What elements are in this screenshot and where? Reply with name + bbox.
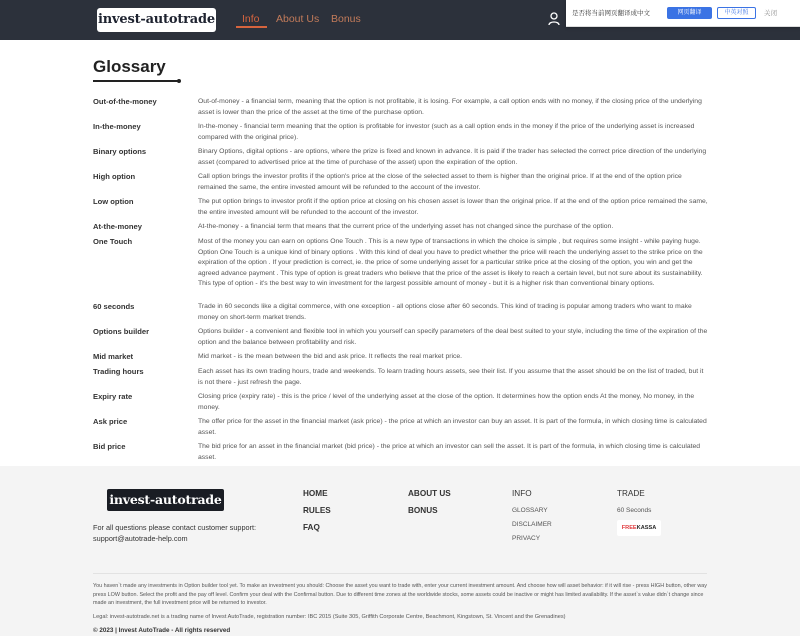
footer-link-glossary[interactable]: GLOSSARY — [512, 507, 548, 514]
glossary-term: Ask price — [93, 417, 128, 426]
glossary-term: Bid price — [93, 442, 126, 451]
glossary-definition: Binary Options, digital options - are options, where the prize is fixed and known in advance. It is paid if the trader has selected the correct price direction of the underlying asset (compared to advertised price at the time of purchase of the asset) upon the expiration of the option. — [198, 148, 707, 166]
glossary-term: One Touch — [93, 237, 133, 246]
title-underline — [93, 80, 179, 82]
glossary-term: Expiry rate — [93, 392, 133, 401]
footer-link-rules[interactable]: RULES — [303, 506, 331, 515]
footer-legal: Legal: invest-autotrade.net is a trading name of Invest AutoTrade, registration number: IBC 2015 (Suite 305, Griffith Corporate Centre, Beachmont, Kingstown, St. Vincent and the Grenadines) — [93, 614, 566, 620]
glossary-definition: Options builder - a convenient and flexible tool in which you yourself can specify parameters of the deal best suited to your style, including the time of the expiration of the option and the balance between profitability and risk. — [198, 328, 708, 346]
nav-bonus[interactable]: Bonus — [331, 13, 361, 25]
glossary-term: High option — [93, 172, 136, 181]
glossary-definition: Out-of-money - a financial term, meaning that the option is not profitable, it is losing. For example, a call option ends with no money, if the closing price of the underlying asset is lower than the price of the asset at the time of the purchase option. — [198, 98, 702, 116]
translate-popup — [566, 0, 800, 27]
glossary-definition: Closing price (expiry rate) - this is the price / level of the underlying asset at the close of the option. It determines how the option ends At the money, No money, in the money. — [198, 393, 695, 411]
footer-link-privacy[interactable]: PRIVACY — [512, 535, 541, 542]
glossary-term: 60 seconds — [93, 302, 135, 311]
glossary-definition: The put option brings to investor profit if the option price at closing on his chosen asset is lower than the original price. If at the end of the option price remained the same, the entire invested amount will be refunded to the account of the investor. — [198, 198, 708, 216]
glossary-term: Binary options — [93, 147, 147, 156]
glossary-term: At-the-money — [93, 222, 142, 231]
translate-message: 是否将当前网页翻译成中文 — [572, 10, 650, 17]
glossary-term: Mid market — [93, 352, 134, 361]
footer-link-bonus[interactable]: BONUS — [408, 506, 438, 515]
footer-divider — [93, 573, 707, 574]
bilingual-button[interactable]: 中英对照 — [717, 7, 756, 19]
footer-disclaimer: You haven`t made any investments in Option builder tool yet. To make an investment you should: Choose the asset you want to trade with, enter your current investment amount. And choose how will asset behavior: if it will rise - press HIGH button, other way press LOW button. Select the profit and the pay off level. Confirm your deal with the Confirmal button. Due to different time zones at the worldwide stocks, some assets could be inactive or might has limited availability. If the asset`s value didn`t change since made an investment, the full investment price will be returned to investor. — [93, 583, 707, 606]
glossary-definition: At-the-money - a financial term that means that the current price of the underlying asset has not changed since the purchase of the option. — [198, 223, 614, 230]
page-title: Glossary — [93, 57, 166, 76]
translate-close-button[interactable]: 关闭 — [764, 10, 777, 17]
nav-info[interactable]: Info — [242, 13, 260, 25]
glossary-definition: In-the-money - financial term meaning that the option is profitable for investor (such as a call option ends in the money if the price of the underlying asset is increased compared with the original price). — [198, 123, 695, 141]
glossary-term: Out-of-the-money — [93, 97, 157, 106]
footer-link-faq[interactable]: FAQ — [303, 523, 320, 532]
glossary-definition: The bid price for an asset in the financial market (bid price) - the price at which an investor can sell the asset. It is part of the formula, in which closing time is calculated asset. — [198, 443, 701, 461]
nav-active-indicator — [236, 26, 267, 28]
support-contact: For all questions please contact customer support: support@autotrade-help.com — [93, 523, 257, 543]
glossary-term: Low option — [93, 197, 134, 206]
glossary-definition: The offer price for the asset in the financial market (ask price) - the price at which an investor can buy an asset. It is part of the formula, in which closing time is calculated asset. — [198, 418, 707, 436]
footer-copyright: © 2023 | Invest AutoTrade - All rights reserved — [93, 627, 231, 634]
nav-about-us[interactable]: About Us — [276, 13, 320, 25]
glossary-definition: Each asset has its own trading hours, trade and weekends. To learn trading hours assets, see their list. If you assume that the asset should be on the list of traded, but it is not there - just refresh the page. — [198, 368, 704, 386]
title-underline-dot — [177, 79, 181, 83]
footer-info-heading: INFO — [512, 489, 532, 498]
freekassa-badge[interactable] — [617, 520, 661, 536]
footer-link-home[interactable]: HOME — [303, 489, 328, 498]
footer-logo[interactable]: invest-autotrade — [107, 489, 224, 511]
glossary-definition: Trade in 60 seconds like a digital commerce, with one exception - all options close after 60 seconds. This kind of trading is popular among traders who want to make money on short-term market trends. — [198, 303, 692, 321]
glossary-definition: Call option brings the investor profits if the option's price at the close of the selected asset to them is higher than the original price. If at the end of the option price remained the same, the entire invested amount will be refunded to the account of the investor. — [198, 173, 682, 191]
freekassa-badge-dark-text: KASSA — [636, 525, 657, 531]
glossary-definition: Mid market - is the mean between the bid and ask price. It reflects the real market price. — [198, 353, 463, 360]
user-icon[interactable] — [548, 11, 564, 27]
footer-link-disclaimer[interactable]: DISCLAIMER — [512, 521, 552, 528]
footer-trade-heading: TRADE — [617, 489, 645, 498]
freekassa-badge-red-text: FREE — [621, 525, 637, 531]
translate-page-button[interactable]: 网页翻译 — [667, 7, 712, 19]
glossary-term: Options builder — [93, 327, 150, 336]
footer-link-about-us[interactable]: ABOUT US — [408, 489, 451, 498]
glossary-term: Trading hours — [93, 367, 144, 376]
glossary-term: In-the-money — [93, 122, 141, 131]
site-logo[interactable]: invest-autotrade — [97, 8, 216, 32]
footer-link-60-seconds[interactable]: 60 Seconds — [617, 507, 652, 514]
glossary-definition: Most of the money you can earn on options One Touch . This is a new type of transactions in which the choice is simple , but requires some insight - while paying huge. Option One Touch is a unique kind of binary options . With this kind of deal you have to predict whether the price will reach the underlying asset to the strike price on the expiration of the option . If your prediction is correct, ie. the price of some underlying asset for a particular strike price at the closing of the option, you win and get the agreed advance payment . This type of option is great traders who believe that the price of the asset is likely to reach a certain level, but not sure about its sustainability. This type of option - it's the best way to win investment for the largest possible amount of money - but it is a higher risk than conventional binary options. — [198, 238, 703, 288]
